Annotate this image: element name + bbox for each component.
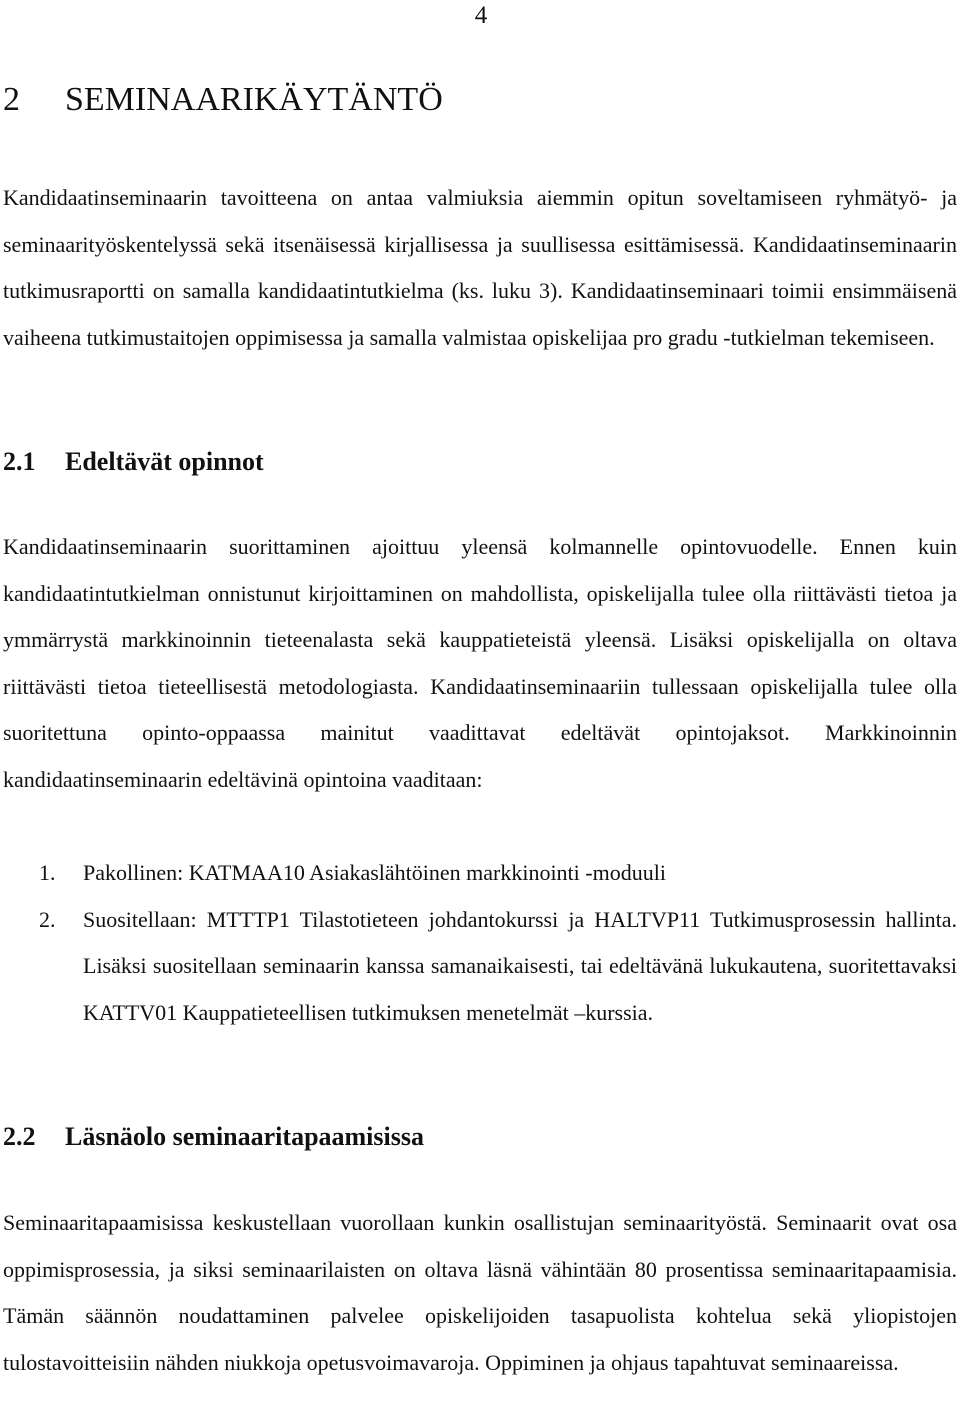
- section-heading-2-1: [3, 446, 264, 478]
- section-title: Edeltävät opinnot: [65, 447, 264, 476]
- list-marker: 1.: [39, 860, 56, 885]
- list-item-text: Pakollinen: KATMAA10 Asiakaslähtöinen markkinointi -moduuli: [83, 860, 666, 885]
- section-number: 2.1: [3, 447, 36, 476]
- section-2-2-paragraph: Seminaaritapaamisissa keskustellaan vuorollaan kunkin osallistujan seminaarityöstä. Seminaarit ovat osa oppimisprosessia, ja siksi seminaarilaisten on oltava läsnä vähintään 80 prosentissa seminaaritapaamisia. Tämän säännön noudattaminen palvelee opiskelijoiden tasapuolista kohtelua sekä yliopistojen tulostavoitteisiin nähden niukkoja opetusvoimavaroja. Oppiminen ja ohjaus tapahtuvat seminaareissa.: [3, 1210, 957, 1375]
- chapter-heading: [3, 80, 443, 120]
- chapter-number: 2: [3, 81, 20, 118]
- list-item: [3, 897, 957, 1037]
- list-item: [3, 850, 957, 897]
- page-number: 4: [474, 2, 488, 29]
- section-heading-2-2: [3, 1121, 424, 1153]
- section-2-1-paragraph: Kandidaatinseminaarin suorittaminen ajoittuu yleensä kolmannelle opintovuodelle. Ennen kuin kandidaatintutkielman onnistunut kirjoittaminen on mahdollista, opiskelijalla tulee olla riittävästi tietoa ja ymmärrystä markkinoinnin tieteenalasta sekä kauppatieteistä yleensä. Lisäksi opiskelijalla on oltava riittävästi tietoa tieteellisestä metodologiasta. Kandidaatinseminaariin tullessaan opiskelijalla tulee olla suoritettuna opinto-oppaassa mainitut vaadittavat edeltävät opintojaksot. Markkinoinnin kandidaatinseminaarin edeltävinä opintoina vaaditaan:: [3, 534, 957, 792]
- list-item-text: Suositellaan: MTTTP1 Tilastotieteen johdantokurssi ja HALTVP11 Tutkimusprosessin hallinta. Lisäksi suositellaan seminaarin kanssa samanaikaisesti, tai edeltävänä lukukautena, suoritettavaksi KATTV01 Kauppatieteellisen tutkimuksen menetelmät –kurssia.: [83, 906, 957, 1025]
- list-marker: 2.: [39, 906, 56, 932]
- intro-paragraph: Kandidaatinseminaarin tavoitteena on antaa valmiuksia aiemmin opitun soveltamiseen ryhmätyö- ja seminaarityöskentelyssä sekä itsenäisessä kirjallisessa ja suullisessa esittämisessä. Kandidaatinseminaarin tutkimusraportti on samalla kandidaatintutkielma (ks. luku 3). Kandidaatinseminaari toimii ensimmäisenä vaiheena tutkimustaitojen oppimisessa ja samalla valmistaa opiskelijaa pro gradu -tutkielman tekemiseen.: [3, 185, 957, 350]
- section-number: 2.2: [3, 1122, 36, 1151]
- prerequisite-list: [3, 850, 957, 1036]
- section-title: Läsnäolo seminaaritapaamisissa: [65, 1122, 424, 1151]
- chapter-title: SEMINAARIKÄYTÄNTÖ: [65, 81, 443, 118]
